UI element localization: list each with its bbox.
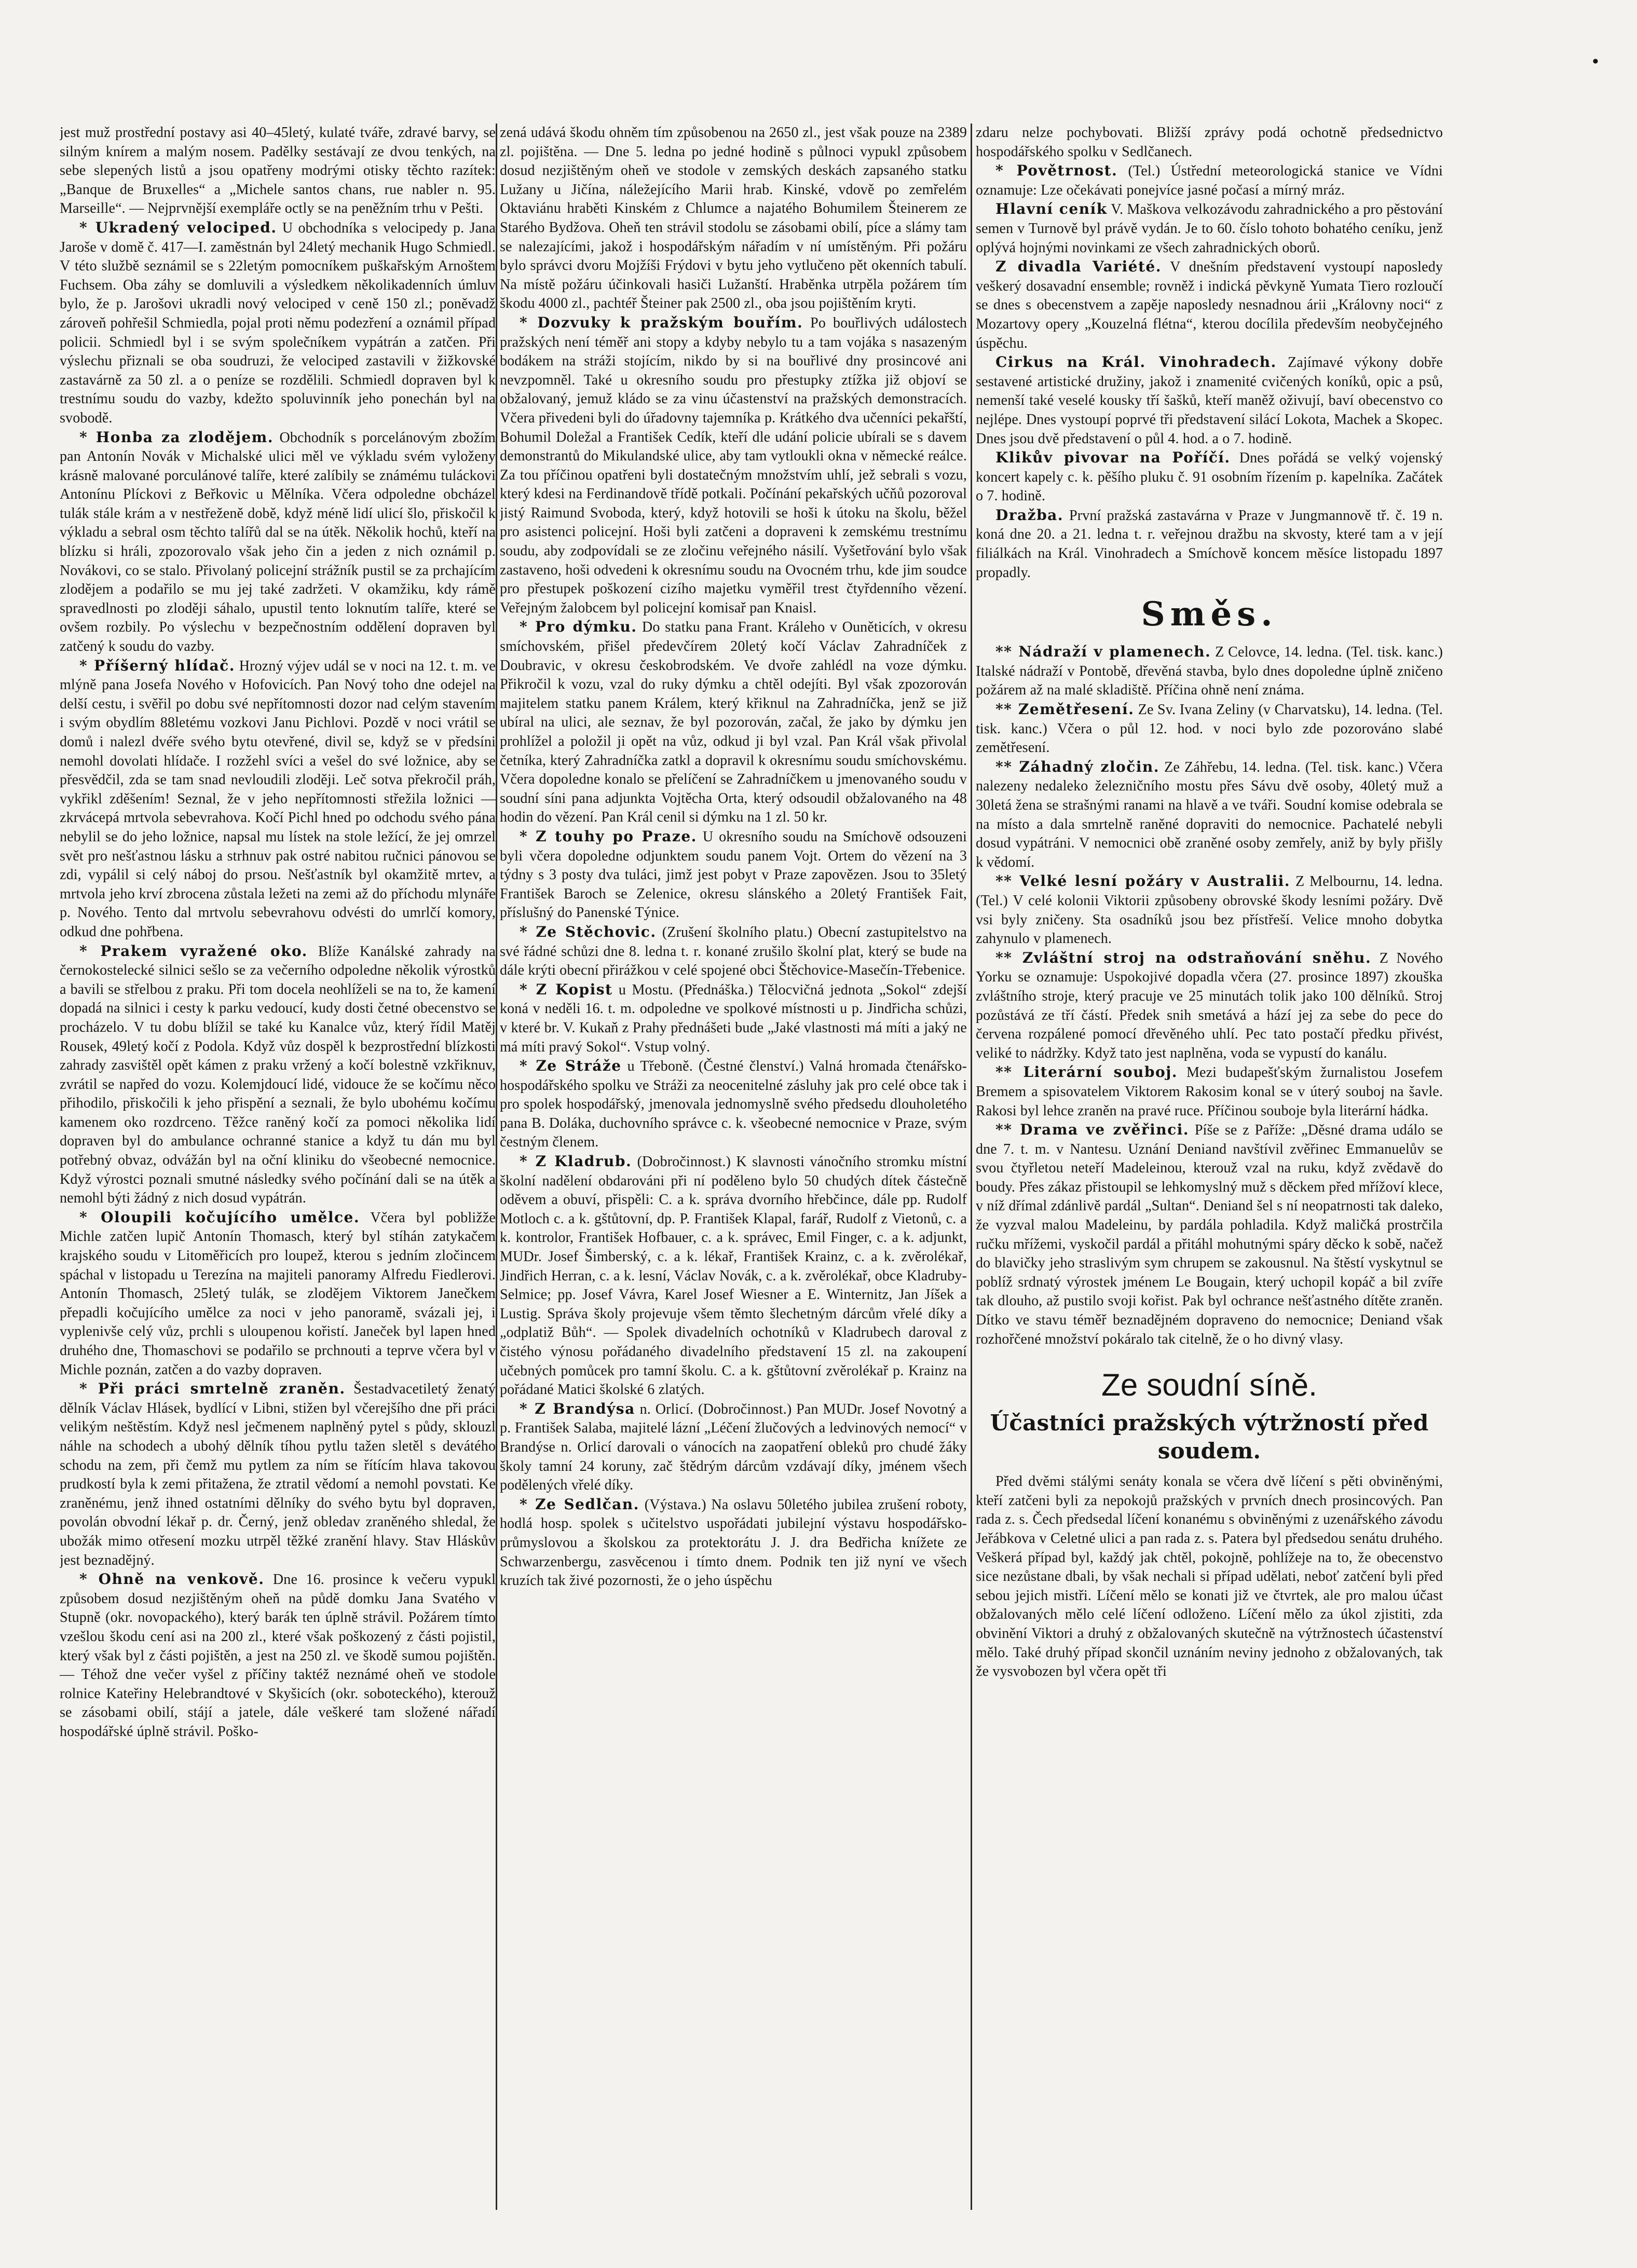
news-item — [60, 942, 496, 1208]
news-item — [60, 1379, 496, 1570]
column-rule — [496, 124, 497, 2210]
news-item-body: u Mostu. (Přednáška.) Tělocvičná jednota „Sokol“ zdejší koná v neděli 16. t. m. odpoledne ve spolkové místnosti u p. Jindřicha schůzi, v které br. V. Kukaň z Prahy přednášeti bude „Jaké vlastnosti má míti a jaký ne má míti pravý Sokol“. Vstup volný. — [500, 981, 967, 1055]
news-item-body: (Dobročinnost.) K slavnosti vánočního stromku místní školní nadělení obdarováni při ní poděleno bylo 50 chudých dítek částečně oděvem a obuví, přispěli: C. a k. správa dvorního hřebčince, dále pp. Rudolf Motloch c. a k. gštůtovní, dp. P. František Klapal, farář, Rudolf z Vietonů, c. a k. kontrolor, František Hofbauer, c. a k. správec, Emil Finger, c. a k. adjunkt, MUDr. Josef Šimberský, c. a k. lékař, František Krainz, c. a k. zvěrolékař, Jindřich Herran, c. a k. lesní, Václav Novák, c. a k. zvěrolékař, obce Kladruby-Selmice; pp. Josef Vávra, Karel Josef Wiesner a E. Winternitz, Jan Jíšek a Lustig. Správa školy projevuje všem těmto šlechetným dárcům vřelé díky a „odplatiž Bůh“. — Spolek divadelních ochotníků v Kladrubech daroval z čistého výnosu pořádaného divadelního představení 15 zl. na zakoupení učebných pomůcek pro tamní školu. C. a k. gštůtovní zvěrolékař p. Krainz na pořádané Matici školské 6 zlatých. — [500, 1154, 967, 1398]
news-item — [500, 1057, 967, 1152]
news-item-headline: * Z Kopist — [520, 980, 613, 998]
news-item-headline: * Dozvuky k pražským bouřím. — [520, 313, 803, 331]
news-item — [976, 700, 1443, 758]
news-item-body: Ze Záhřebu, 14. ledna. (Tel. tisk. kanc.) Včera nalezeny nedaleko železničního mostu přes Sávu dvě osoby, 40letý muž a 30letá žena se strašnými ranami na hlavě a ve tváři. Soudní komise odebrala se na místo a dala smrtelně raněné dopraviti do nemocnice. Pachatelé nebyli dosud vypátráni. V nemocnici obě zraněné osoby zemřely, aniž by byly přišly k vědomí. — [976, 759, 1443, 870]
news-item-headline: * Z Brandýsa — [520, 1400, 635, 1417]
news-item-headline: ** Nádraží v plamenech. — [995, 643, 1211, 661]
news-item-body: Z Nového Yorku se oznamuje: Uspokojivé dopadla včera (27. prosince 1897) zkouška zvláštního stroje, který pracuje ve 25 minutách tolik jako 100 dělníků. Stroj pozůstává ze tří částí. Předek snih smetává a hází jej za sebe do pece do červena rozpálené pomocí dřevěného uhlí. Pec tato postačí předku přivést, veliké to nádržky. Když tato jest naplněna, voda se vypustí do kanálu. — [976, 950, 1443, 1061]
news-item — [976, 1063, 1443, 1121]
news-item — [976, 758, 1443, 872]
news-item-headline: ** Záhadný zločin. — [995, 758, 1159, 775]
news-item-body: U okresního soudu na Smíchově odsouzeni byli včera dopoledne odjunktem soudu panem Vojt. Ortem do vězení na 3 týdny s 3 posty dva tuláci, jimž jest pobyt v Praze zapovězen. Jsou to 35letý František Baroch se Zelenice, okresu slánského a 20letý František Fait, příslušný do Panenské Týnice. — [500, 828, 967, 921]
news-item-body: Píše se z Paříže: „Děsné drama událo se dne 7. t. m. v Nantesu. Uznání Deniand navštívil zvěřinec Emmanuelův se svou čtyřletou neteří Madeleinou, kterouž vzal na ruku, když zvědavě do boudy. Přes zákaz přistoupil se lehkomyslný muž s děckem před mřížoví klece, v níž dřímal zdánlivě pardál „Sultan“. Deniand šel s ní neopatrnosti tak daleko, že vyzval malou Madeleinu, by pardála pohladila. Když maličká prostrčila ručku mřížemi, vyskočil pardál a přitáhl mohutnými spáry děcko k sobě, načež do blavičky jeho straslivým sym chrupem se zakousnul. Na štěstí vyskytnul se poblíž srdnatý výrostek jménem Le Bougain, který uchopil kopáč a bil zvíře tak dlouho, až pustilo svoji kořist. Pak byl ochrance nešťastného dítěte zraněn. Dítko ve stavu téměř beznadějném dopraveno do nemocnice; Deniand však rozhořčené množství pokáralo tak citelně, že o ho divný vlasy. — [976, 1122, 1443, 1347]
news-item-headline: Dražba. — [995, 506, 1064, 524]
news-item — [60, 657, 496, 942]
paragraph: jest muž prostřední postavy asi 40–45letý, kulaté tváře, zdravé barvy, se silným knírem a malým nosem. Padělky sestávají ze dvou tenkých, na sebe slepených listů a jsou opatřeny modrými otisky těchto razítek: „Banque de Bruxelles“ a „Michele santos chans, rue nabler n. 95. Marseille“. — Nejprvnější exempláře octly se na peněžním trhu v Pešti. — [60, 125, 496, 217]
news-item-headline: * Pro dýmku. — [520, 618, 637, 636]
news-item-body: u Třeboně. (Čestné členství.) Valná hromada čtenářsko-hospodářského spolku ve Stráži za neocenitelné zásluhy jak pro celé obce tak i pro spolek hospodářský, jmenovala jednomyslně svého předsedu dlouholetého pana B. Doláka, duchovního správce c. k. všeobecné nemocnice v Praze, svým čestným členem. — [500, 1058, 967, 1151]
news-item-headline: * Ze Sedlčan. — [520, 1495, 639, 1513]
news-item — [60, 1208, 496, 1379]
news-item-body: Mezi budapešťským žurnalistou Josefem Bremem a spisovatelem Viktorem Rakosim konal se v úterý souboj na šavle. Rakosi byl lehce zraněn na pravé ruce. Příčinou souboje byla literární hádka. — [976, 1064, 1443, 1119]
news-item — [976, 257, 1443, 353]
paragraph: zdaru nelze pochybovati. Bližší zprávy podá ochotně předsednictvo hospodářského spolku v Sedlčanech. — [976, 125, 1443, 160]
news-item-headline: ** Velké lesní požáry v Australii. — [995, 872, 1290, 890]
news-item-body: Zajímavé výkony dobře sestavené artistické družiny, jakož i znamenité cvičených koníků, opic a psů, nemenší také veselé kousky tří šašků, kteří maněž oživují, baví obecenstvo co nejlépe. Dnes vystoupí poprvé tři představení silácí Lokota, Machek a Skopec. Dnes jsou dvě představení o půl 4. hod. a o 7. hodině. — [976, 354, 1443, 447]
news-item-headline: * Příšerný hlídač. — [79, 657, 235, 674]
news-item — [500, 827, 967, 923]
news-item-headline: ** Zvláštní stroj na odstraňování sněhu. — [995, 949, 1372, 966]
news-item-headline: * Z touhy po Praze. — [520, 827, 697, 845]
news-item-body: Do statku pana Frant. Králeho v Ouněticích, v okresu smíchovském, přišel předevčírem 20letý kočí Václav Zahradníček z Doubravic, v okresu českobrodském. Ve dvoře zahlédl na voze dýmku. Přikročil k vozu, vzal do ruky dýmku a chtěl odejíti. Byl však zpozorován majitelem statku panem Králem, který křiknul na Zahradníčka, jenž se již ubíral na ulici, ale seznav, že byl pozorován, začal, že jako by dýmku jen prohlížel a položil ji opět na vůz, odkud ji byl vzal. Pan Král však přivolal četníka, který Zahradníčka zatkl a dopravil k okresnímu soudu smíchovskému. Včera dopoledne konalo se přelíčení se Zahradníčkem u jmenovaného soudu v soudní síni pana adjunkta Vojtěcha Orta, který odsoudil obžalovaného na 48 hodin do vězení. Pan Král cenil si dýmku na 1 zl. 50 kr. — [500, 619, 967, 826]
news-item-headline: * Ohně na venkově. — [79, 1570, 265, 1588]
column-right — [976, 124, 1443, 2210]
news-item-body: Hrozný výjev udál se v noci na 12. t. m. ve mlýně pana Josefa Nového v Hofovicích. Pan Nový toho dne odejel na delší cestu, i svěřil po dobu své nepřítomnosti dozor nad celým stavením i svým obydlím 88letému vozkovi Janu Pichlovi. Pozdě v noci vrátil se domů i nalezl dvéře svého bytu otevřené, divil se, když se v předsíni nemohl dovolati hlídače. I rozžehl svíci a vešel do své ložnice, aby se přesvědčil, zda se tam snad nevloudili zloději. Leč sotva překročil práh, vykřikl zděšením! Seznal, že v jeho nepřítomnosti střežila ložnici — zkrvácepá mrtvola sebevrahova. Kočí Pichl hned po odchodu svého pána nebylil se do jeho ložnice, napsal mu lístek na stole ležící, že jej omrzel svět pro nešťastnou lásku a strhnuv pak ostré nabitou ručnici pánovou se zdi, vypálil si celý náboj do prsou. Nešťastník byl okamžitě mrtev, a mrtvola jeho krví zbrocena zůstala ležeti na zemi až do příchodu mlynáře p. Nového. Tento dal mrtvolu sebevrahovu odvésti do umrlčí komory, odkud dne pohřbena. — [60, 658, 496, 940]
news-item-body: Dne 16. prosince k večeru vypukl způsobem dosud nezjištěným oheň na půdě domku Jana Svatého v Stupně (okr. novopackého), který barák ten úplně strávil. Požárem tímto vzešlou škodu cení asi na 200 zl., které však poškozený z části pojistil, který však byl z části pojištěn, a jest na 250 zl. ve škodě sumou pojištěn. — Téhož dne večer vyšel z příčiny taktéž neznámé oheň ve stodole rolnice Kateřiny Helebrandtové v Skyšicích (okr. soboteckého), kterouž se zásobami obilí, stájí a jatele, dále veškeré tam složené nářadí hospodářské úplně strávil. Poško- — [60, 1572, 496, 1740]
news-item-headline: Hlavní ceník — [995, 200, 1108, 218]
news-item-headline: * Povětrnost. — [995, 162, 1118, 180]
news-item-body: Obchodník s porcelánovým zbožím pan Antonín Novák v Michalské ulici měl ve výkladu svém vyloženy krásně malované porculánové talíře, které zalíbily se známému tuláckovi Antonínu Plíckovi z Beřkovic u Mělníka. Včera odpoledne obcházel tulák stále krám a v nestřeženě době, když méně lidí ulicí šlo, přiskočil k výkladu a sebral osm těchto talířů dal se na útěk. Několik hochů, kteří na blízku si hráli, zpozorovalo však jeho čin a jeden z nich oznámil p. Novákovi, co se stalo. Přivolaný policejní strážník pustil se za prchajícím zlodějem a podařilo se mu jej také zadržeti. V okamžiku, kdy rámě spravedlnosti po zloději sáhalo, upustil tento loknutím talíře, které se ovšem rozbily. Po výslechu v bezpečnostním oddělení dopraven byl zatčený k soudu do vazby. — [60, 429, 496, 655]
news-item — [976, 506, 1443, 582]
news-item-body: Blíže Kanálské zahrady na černokostelecké silnici sešlo se za večerního odpoledne několik výrostků a bavili se střelbou z praku. Při tom docela neohlíželi se na to, že kamení dopadá na silnici i cesty k parku vedoucí, kudy dosti četné obecenstvo se procházelo. V tu dobu blížil se také ku Kanalce vůz, který řídil Matěj Rousek, 49letý kočí z Podola. Když vůz dospěl k bezprostřední blízkosti zahrady zasvištěl opět kámen z praku vržený a kočí bolestně vzkřiknuv, zvrátil se napřed do vozu. Kolemjdoucí lidé, vidouce že se kočímu něco přihodilo, přiskočili k jeho přispění a seznali, že bylo ubohému kočímu kamenem oko rozdrceno. Těžce raněný kočí za pomoci několika lidí dopraven byl do ambulance ochranné stanice a když tu dán mu byl potřebný obvaz, odvážán byl na oční kliniku do všeobecné nemocnice. Když výrostci poznali smutné následky svého počínání dali se na útěk a nemohl býti žádný z nich dosud vypátrán. — [60, 943, 496, 1207]
news-item-body: Z Celovce, 14. ledna. (Tel. tisk. kanc.) Italské nádraží v Pontobě, dřevěná stavba, bylo dnes dopoledne úplně zničeno požárem až na malé skladiště. Příčina ohně není známa. — [976, 644, 1443, 699]
news-item-body: n. Orlicí. (Dobročinnost.) Pan MUDr. Josef Novotný a p. František Salaba, majitelé lázní „Léčení žlučových a ledvinových nemocí“ v Brandýse n. Orlicí darovali o vánocích na zaopatření obleků pro chudé žáky školy tamní 24 koruny, zač štědrým dárcům vzdávají díky, jménem všech podělených vřelé díky. — [500, 1401, 967, 1494]
news-item-body: V dnešním představení vystoupí naposledy veškerý dosavadní ensemble; rovněž i indická pěvkyně Yumata Tiero rozloučí se dnes s obecenstvem a zapěje naposledy nesnadnou árii „Královny noci“ z Mozartovy opery „Kouzelná flétna“, kterou docílila především neobyčejného úspěchu. — [976, 259, 1443, 351]
news-item-headline: Klikův pivovar na Poříčí. — [995, 449, 1231, 467]
news-item — [500, 1495, 967, 1591]
column-left — [60, 124, 496, 2210]
news-item-body: (Tel.) Ústřední meteorologická stanice ve Vídni oznamuje: Lze očekávati ponejvíce jasné počasí a mírný mráz. — [976, 163, 1443, 198]
news-item-body: Dnes pořádá se velký vojenský koncert kapely c. k. pěšího pluku č. 91 osobním řízením p. kapelníka. Začátek o 7. hodině. — [976, 450, 1443, 504]
news-item — [500, 313, 967, 618]
news-item-body: Šestadvacetiletý ženatý dělník Václav Hlásek, bydlící v Libni, stižen byl včerejšího dne při práci velikým neštěstím. Když nesl ječmenem naplněný pytel s půdy, sklouzl náhle na schodech a ubohý dělník tíhou pytlu tažen sletěl s devátého schodu na zem, při čemž mu pytlem za ním se řítícím hlava takovou prudkostí byla k zemi přitažena, že ztratil vědomí a nemohl povstati. Ke zraněnému, jenž ihned ostatními dělníky do svého bytu byl dopraven, povolán obvodní lékař p. dr. Černý, jenž obledav zraněného shledal, že ubožák mimo otřesení mozku utrpěl těžké zranění hlavy. Stav Hláskův jest beznadějný. — [60, 1381, 496, 1568]
corner-mark: • — [1592, 52, 1599, 71]
column-middle — [500, 124, 967, 2210]
news-item-headline: ** Zemětřesení. — [995, 701, 1135, 718]
news-item-headline: Cirkus na Král. Vinohradech. — [995, 353, 1277, 371]
news-item-headline: * Oloupili kočujícího umělce. — [79, 1208, 360, 1226]
article-headline: Účastníci pražských výtržností před soudem. — [990, 1410, 1429, 1464]
news-item — [60, 218, 496, 428]
news-item-headline: * Při práci smrtelně zraněn. — [79, 1380, 346, 1398]
news-item-body: (Zrušení školního platu.) Obecní zastupitelstvo na své řádné schůzi dne 8. ledna t. r. konané zrušilo školní plat, který se bude na dále krýti obecní přirážkou v celé spojené obci Štěchovice-Masečín-Třebenice. — [500, 924, 967, 979]
news-item-body: Ze Sv. Ivana Zeliny (v Charvatsku), 14. ledna. (Tel. tisk. kanc.) Včera o půl 12. hod. v noci bylo zde pozorováno slabé zemětřesení. — [976, 702, 1443, 756]
news-item — [976, 448, 1443, 506]
news-item — [500, 980, 967, 1057]
news-item — [976, 643, 1443, 700]
paragraph: zená udává škodu ohněm tím způsobenou na 2650 zl., jest však pouze na 2389 zl. pojištěna. — Dne 5. ledna po jedné hodině s půlnoci vypukl způsobem dosud nezjištěným oheň ve stodole v zemských deskách zapsaného statku Lužany u Jičína, náležejícího Marii hrab. Kinské, vdově po zemřelém Oktaviánu hraběti Kinském z Chlumce a najatého Bohumilem Šteinerem ze Starého Bydžova. Oheň ten strávil stodolu se zásobami obilí, píce a slámy tam se nalezajícími, jakož i hospodářským nářadím v ní umístěným. Při požáru bylo správci dvoru Mojžíši Frýdovi v bytu jeho vytlučeno pět okenních tabulí. Na místě požáru účinkovali hasiči Lužanští. Hraběnka utrpěla požárem tím škodu 4000 zl., pachtéř Šteiner pak 2500 zl., oba jsou pojištěním kryti. — [500, 125, 967, 312]
news-item — [976, 872, 1443, 948]
news-item — [976, 1121, 1443, 1349]
news-item-body: V. Maškova velkozávodu zahradnického a pro pěstování semen v Turnově byl právě vydán. Je to 60. číslo tohoto bohatého ceníku, jenž oplývá hojnými novinkami ze všech zahradnických oborů. — [976, 201, 1443, 256]
news-item-headline: ** Literární souboj. — [995, 1063, 1178, 1081]
news-item-body: U obchodníka s velocipedy p. Jana Jaroše v domě č. 417—I. zaměstnán byl 24letý mechanik Hugo Schmiedl. V této službě seznámil se s 22letým pomocníkem puškařským Arnoštem Fuchsem. Oba záhy se domluvili a výsledkem několikadenních úmluv bylo, že p. Jarošovi ukradli nový velociped v ceně 150 zl.; poněvadž zároveň pohřešil Schmiedla, pojal proti němu podezření a oznámil případ policii. Schmiedl byl i se svým společníkem vypátrán a zatčen. Při výslechu přiznali se oba soudruzi, že velociped zastavili v žižkovské zastavárně za 50 zl. a o peníze se rozdělili. Schmiedl dopraven byl k trestnímu soudu do vazby, kdežto spoluvinník jeho ponechán byl na svobodě. — [60, 220, 496, 426]
news-item-headline: * Ukradený velociped. — [79, 218, 277, 236]
news-item — [500, 1152, 967, 1400]
news-item-body: Z Melbournu, 14. ledna. (Tel.) V celé kolonii Viktorii způsobeny obrovské škody lesními požáry. Dvě vsi byly zničeny. Sta osadníků jsou bez přístřeší. Velice mnoho dobytka zahynulo v plamenech. — [976, 873, 1443, 947]
news-item — [976, 353, 1443, 448]
news-item-body: Včera byl pobližže Michle zatčen lupič Antonín Thomasch, který byl stíhán zatykačem krajského soudu v Litoměřicích pro loupež, kterou s jedním zločincem spáchal v listopadu u Terezína na majiteli panoramy Alfredu Fiedlerovi. Antonín Thomasch, 25letý tulák, se zlodějem Viktorem Janečkem přepadli kočujícího umělce za noci v jeho panoramě, svázali jej, i vyplenivše celý vůz, prchli s uloupenou kořistí. Janeček byl lapen hned druhého dne, Thomaschovi se podařilo se prchnouti a teprve včera byl v Michle poznán, zatčen a do vazby dopraven. — [60, 1209, 496, 1378]
news-item-headline: * Honba za zlodějem. — [79, 428, 274, 446]
paragraph: Před dvěmi stálými senáty konala se včera dvě líčení s pěti obviněnými, kteří zatčeni byli za nepokojů pražských v prvních dnech prosincových. Pan rada z. s. Čech předsedal líčení konanému s obviněnými z uzenářského závodu Jeřábkova v Celetné ulici a pan rada z. s. Patera byl předsedou senátu druhého. Veškerá případ byl, každý jak chtěl, pokojně, pohlížeje na to, že obecenstvo sice nezůstane dbali, by však nechali si případ udělati, neboť zatčení byli před sebou jejich mistři. Líčení mělo se konati již ve čtvrtek, ale pro malou účast obžalovaných mělo celé líčení odloženo. Líčení mělo za úkol zjistiti, zda obvinění Viktori a druhý z obžalovaných skutečně na výtržnostech účastenství mělo. Také druhý případ skončil uznáním neviny jednoho z obžalovaných, tak že vysvobozen byl včera opět tři — [976, 1473, 1443, 1680]
news-item-body: (Výstava.) Na oslavu 50letého jubilea zrušení roboty, hodlá hosp. spolek s učitelstvo uspořádati jubilejní výstavu hospodářsko-průmyslovou a školskou za protektorátu J. J. dra Bedřicha knížete ze Schwarzenbergu, zasvěcenou i tímto dnem. Podnik ten již nyní ve všech kruzích tak živé pozornosti, že o jeho úspěchu — [500, 1496, 967, 1589]
news-item — [500, 923, 967, 980]
news-item-headline: ** Drama ve zvěřinci. — [995, 1121, 1190, 1139]
news-item — [60, 428, 496, 657]
news-item-headline: * Ze Stěchovic. — [520, 923, 657, 940]
section-title-smes: Směs. — [1141, 595, 1278, 634]
section-title-court: Ze soudní síně. — [1101, 1368, 1317, 1403]
news-item — [976, 949, 1443, 1063]
news-item-headline: * Prakem vyražené oko. — [79, 942, 308, 960]
news-item-body: První pražská zastavárna v Praze v Jungmannově tř. č. 19 n. koná dne 20. a 21. ledna t. r. veřejnou dražbu na skvosty, které tam a v její filiálkách na Král. Vinohradech a Smíchově koncem měsíce listopadu 1897 propadly. — [976, 507, 1443, 581]
news-item — [976, 200, 1443, 257]
news-item — [60, 1570, 496, 1741]
news-item-body: Po bouřlivých událostech pražských není téměř ani stopy a kdyby nebylo tu a tam vojáka s nasazeným bodákem na stráži stojícím, nikdo by si na bouřlivé dny prosincové ani nevzpomněl. Také u okresního soudu pro přestupky ztížka již objoví se obžalovaný, jemuž kládo se za vinu účastenství na pražských demonstracích. Včera přivedeni byli do úřadovny tajemníka p. Krátkého dva učenníci pekařští, Bohumil Doležal a František Cedík, kteří dle udání policie ubírali se s davem demonstrantů do Mikulandské ulice, aby tam vytloukli okna v německé reálce. Za tou příčinou opatřeni byli dostatečným množstvím uhlí, jež sebrali s vozu, který kdesi na Ferdinandově třídě potkali. Počínání pekařských učňů pozoroval jistý Raimund Svoboda, který, když hotovili se hoši k útoku na školu, běžel pro asistenci policejní. Hoši byli zatčeni a dopraveni k zemskému trestnímu soudu, aby zodpovídali se ze zločinu veřejného násilí. Vyšetřování bylo však zastaveno, hoši odvedeni k okresnímu soudu na Ovocném trhu, kde jim soudce pro přestupek poškození cizího majetku vyměřil trest čtyřdenního vězení. Veřejným žalobcem byl policejní komisař pan Knaisl. — [500, 315, 967, 616]
news-item — [500, 1400, 967, 1495]
news-item-headline: * Z Kladrub. — [520, 1153, 632, 1170]
news-item — [500, 618, 967, 827]
news-item-headline: * Ze Stráže — [520, 1057, 622, 1075]
news-item — [976, 161, 1443, 200]
news-item-headline: Z divadla Variété. — [995, 258, 1162, 276]
column-rule — [971, 124, 972, 2210]
